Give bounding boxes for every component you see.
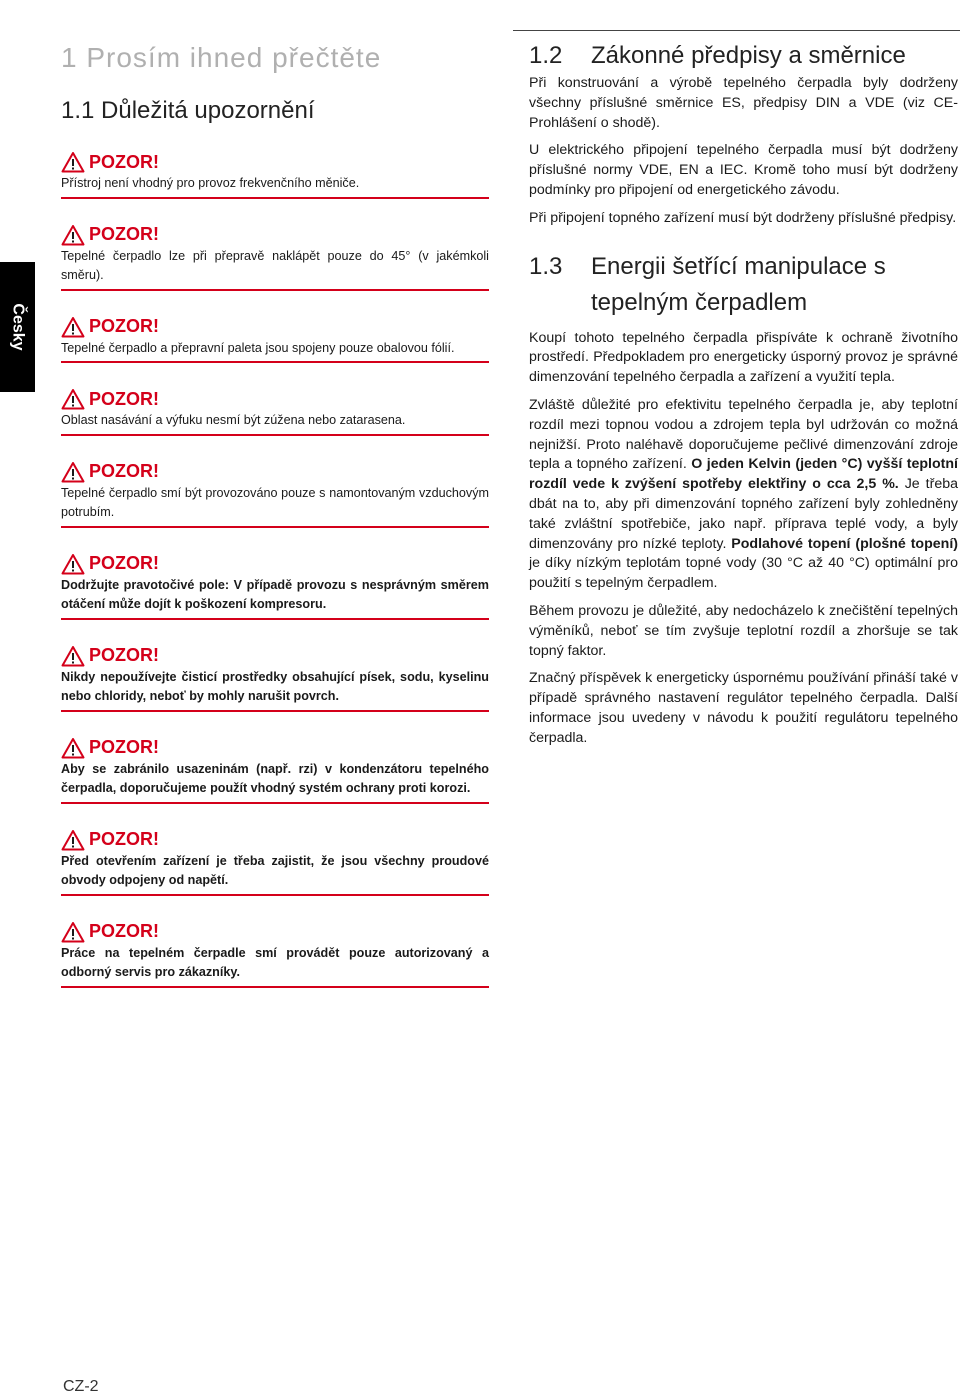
page-number: CZ-2 [63,1378,99,1395]
section-heading: Energii šetřící manipulace s tepelným čerpadlem [591,252,886,316]
warning-triangle-icon [61,921,85,943]
warning-text: Tepelné čerpadlo smí být provozováno pouze s namontovaným vzduchovým potrubím. [61,485,489,519]
warning-heading [61,387,489,411]
warning-text: Oblast nasávání a výfuku nesmí být zúžena nebo zatarasena. [61,413,406,427]
section-title-1-2 [529,38,958,74]
warning-block [61,315,489,364]
chapter-title: 1 Prosím ihned přečtěte [61,42,382,73]
paragraph-efficiency [529,396,958,594]
warning-block [61,644,489,712]
warning-text: Tepelné čerpadlo lze při přepravě naklápět pouze do 45° (v jakémkoli směru). [61,248,489,282]
warning-text: Práce na tepelném čerpadle smí provádět pouze autorizovaný a odborný servis pro zákazníky. [61,945,489,979]
text-run-bold: O jeden Kelvin (jeden °C) vyšší teplotní rozdíl vede k zvýšení spotřeby elektřiny o cca 2,5 %. [529,456,958,493]
warning-text: Tepelné čerpadlo a přepravní paleta jsou spojeny pouze obalovou fólií. [61,340,455,355]
warning-block [61,150,489,199]
section-title-1-3 [529,249,958,321]
paragraph: Značný příspěvek k energeticky úspornému používání přináší také v případě správného nastavení regulátor tepelného čerpadla. Další informace jsou uvedeny v návodu k použití regulátoru tepelného čerpadla. [529,670,958,746]
text-run: Je třeba dbát na to, aby při dimenzování topného zařízení byly zohledněny také zvláštní spotřebiče, jako např. příprava teplé vody, a byly dimenzovány pro nízké teploty. [529,476,958,552]
warning-label: POZOR! [89,224,159,244]
warning-block [61,736,489,804]
warning-heading [61,223,489,247]
section-title-1-1: 1.1 Důležitá upozornění [61,97,315,124]
warning-triangle-icon [61,461,85,483]
warning-heading [61,736,489,760]
paragraph: Koupí tohoto tepelného čerpadla přispíváte k ochraně životního prostředí. Předpokladem pro energeticky úsporný provoz je správné dimenzování tepelného čerpadla a zařízení a využití tepla. [529,329,958,386]
warning-block [61,552,489,620]
warning-triangle-icon [61,645,85,667]
warning-block [61,460,489,528]
warning-triangle-icon [61,829,85,851]
warning-triangle-icon [61,316,85,338]
warning-label: POZOR! [89,151,159,172]
warning-text: Aby se zabránilo usazeninám (např. rzi) v kondenzátoru tepelného čerpadla, doporučujeme použít vhodný systém ochrany proti korozi. [61,761,489,795]
warning-triangle-icon [61,151,85,173]
warning-label: POZOR! [89,388,159,409]
warning-triangle-icon [61,553,85,575]
warning-text: Dodržujte pravotočivé pole: V případě provozu s nesprávným směrem otáčení může dojít k poškození kompresoru. [61,577,489,611]
section-number: 1.2 [529,42,563,69]
warning-heading [61,552,489,576]
warning-heading [61,828,489,852]
warning-label: POZOR! [89,829,159,849]
warning-heading [61,150,489,174]
language-tab [0,262,35,392]
header-rule [513,30,960,31]
warning-heading [61,460,489,484]
warning-block [61,920,489,988]
warning-label: POZOR! [89,316,159,336]
warning-label: POZOR! [89,645,159,665]
warnings-list [61,150,489,988]
warning-triangle-icon [61,224,85,246]
text-run: Zvláště důležité pro efektivitu tepelného čerpadla je, aby teplotní rozdíl mezi topnou vodou a zdrojem tepla byl udržován co možná nejnižší. Proto naléhavě doporučujeme pečlivé dimenzování zdroje tepla a topného zařízení. [529,396,958,473]
warning-heading [61,644,489,668]
language-tab-label: Česky [9,303,27,351]
warning-heading [61,315,489,339]
warning-label: POZOR! [89,461,159,481]
left-column [61,38,489,1012]
section-heading: Zákonné předpisy a směrnice [591,42,906,69]
warning-text: Nikdy nepoužívejte čisticí prostředky obsahující písek, sodu, kyselinu nebo chloridy, neboť by mohly narušit povrch. [61,669,489,703]
text-run-bold: Podlahové topení (plošné topení) [731,535,958,552]
warning-label: POZOR! [89,553,159,573]
paragraph: Během provozu je důležité, aby nedocházelo k znečištění tepelných výměníků, neboť se tím zvyšuje teplotní rozdíl a zhoršuje se tak topný faktor. [529,602,958,659]
warning-block [61,223,489,291]
paragraph: Při připojení topného zařízení musí být dodrženy příslušné předpisy. [529,209,957,226]
text-run: je díky nízkým teplotám topné vody (30 °C až 40 °C) optimální pro použití s tepelným čerpadlem. [529,555,958,592]
warning-triangle-icon [61,737,85,759]
warning-heading [61,920,489,944]
right-column [529,38,958,757]
paragraph: U elektrického připojení tepelného čerpadla musí být dodrženy příslušné normy VDE, EN a IEC. Kromě toho musí být dodrženy podmínky pro připojení od energetického závodu. [529,142,958,198]
warning-text: Přístroj není vhodný pro provoz frekvenčního měniče. [61,176,360,190]
warning-text: Před otevřením zařízení je třeba zajistit, že jsou všechny proudové obvody odpojeny od napětí. [61,853,489,887]
warning-block [61,387,489,436]
section-number: 1.3 [529,252,563,280]
warning-label: POZOR! [89,737,159,757]
warning-label: POZOR! [89,921,159,941]
paragraph: Při konstruování a výrobě tepelného čerpadla byly dodrženy všechny příslušné směrnice ES, předpisy DIN a VDE (viz CE-Prohlášení o shodě). [529,75,958,131]
warning-block [61,828,489,896]
warning-triangle-icon [61,388,85,410]
